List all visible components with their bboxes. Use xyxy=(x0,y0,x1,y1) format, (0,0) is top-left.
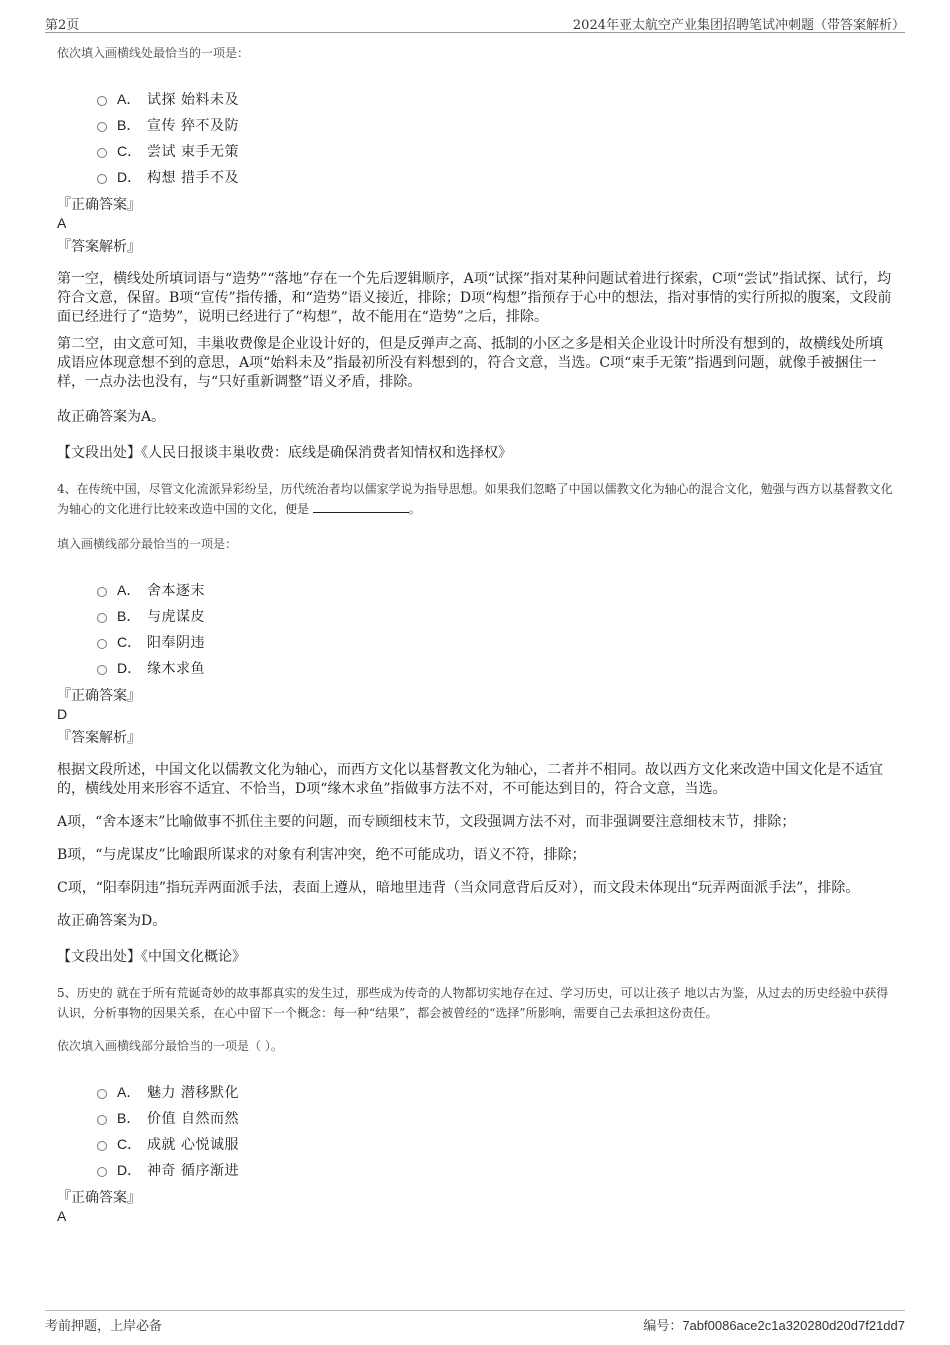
q5-option-d[interactable] xyxy=(97,1157,893,1183)
option-text: 试探 始料未及 xyxy=(147,92,239,108)
option-letter: D． xyxy=(117,1162,142,1178)
radio-button[interactable] xyxy=(97,1141,107,1151)
q5-prompt: 依次填入画横线部分最恰当的一项是（ ）。 xyxy=(57,1039,283,1053)
q4-option-d[interactable] xyxy=(97,655,893,681)
q3-option-a[interactable] xyxy=(97,86,893,112)
q4-answer: D xyxy=(57,706,68,722)
q5-option-a[interactable] xyxy=(97,1079,893,1105)
q4-analysis-label: 『答案解析』 xyxy=(57,730,141,746)
option-text: 价值 自然而然 xyxy=(147,1111,239,1127)
code-label: 编号： xyxy=(643,1319,683,1334)
q3-analysis-paragraph: 第一空，横线处所填词语与“造势”“落地”存在一个先后逻辑顺序，A项“试探”指对某种问题试着进行探索，C项“尝试”指试探、试行，均符合文意，保留。B项“宣传”指传播，和“造势”语义接近，排除；D项“构想”指预存于心中的想法，指对事情的实行所拟的腹案，文段前面已经进行了“造势”，说明已经进行了“构想”，故不能用在“造势”之后，排除。 xyxy=(57,271,892,325)
q5-question: 5、历史的 就在于所有荒诞奇妙的故事都真实的发生过，那些成为传奇的人物都切实地存在过、学习历史，可以让孩子 地以古为鉴，从过去的历史经验中获得认识，分析事物的因果关系，在心中留下一个概念：每一种“结果”，都会被曾经的“选择”所影响，需要自己去承担这份责任。 xyxy=(57,986,889,1020)
option-text: 神奇 循序渐进 xyxy=(147,1163,239,1179)
radio-button[interactable] xyxy=(97,587,107,597)
q3-analysis-label: 『答案解析』 xyxy=(57,239,141,255)
option-text: 与虎谋皮 xyxy=(147,609,205,625)
option-letter: C． xyxy=(117,1136,142,1152)
q4-prompt: 填入画横线部分最恰当的一项是： xyxy=(57,537,238,551)
q5-answer-label: 『正确答案』 xyxy=(57,1190,141,1206)
q5-option-c[interactable] xyxy=(97,1131,893,1157)
option-text: 阳奉阴违 xyxy=(147,635,205,651)
document-title: 2024年亚太航空产业集团招聘笔试冲刺题（带答案解析） xyxy=(572,18,905,33)
radio-button[interactable] xyxy=(97,96,107,106)
q4-option-c[interactable] xyxy=(97,629,893,655)
q4-analysis-paragraph: B项，“与虎谋皮”比喻跟所谋求的对象有利害冲突，绝不可能成功，语义不符，排除； xyxy=(57,847,586,863)
option-letter: D． xyxy=(117,169,142,185)
option-text: 尝试 束手无策 xyxy=(147,144,239,160)
radio-button[interactable] xyxy=(97,174,107,184)
q3-prompt: 依次填入画横线处最恰当的一项是： xyxy=(57,46,250,60)
option-text: 魅力 潜移默化 xyxy=(147,1085,239,1101)
answer-blank xyxy=(313,501,409,513)
option-letter: B． xyxy=(117,117,141,133)
radio-button[interactable] xyxy=(97,1167,107,1177)
q3-answer-label: 『正确答案』 xyxy=(57,197,141,213)
option-text: 构想 措手不及 xyxy=(147,170,239,186)
q3-conclusion: 故正确答案为A。 xyxy=(57,409,166,425)
footer-slogan: 考前押题，上岸必备 xyxy=(45,1319,163,1334)
option-text: 缘木求鱼 xyxy=(147,661,205,677)
radio-button[interactable] xyxy=(97,1115,107,1125)
radio-button[interactable] xyxy=(97,148,107,158)
option-letter: A． xyxy=(117,1084,141,1100)
page-number: 第2页 xyxy=(45,18,80,33)
q4-question-end: 。 xyxy=(408,502,421,516)
q5-options xyxy=(97,1079,893,1183)
radio-button[interactable] xyxy=(97,122,107,132)
q4-question-text: 4、在传统中国，尽管文化流派异彩纷呈，历代统治者均以儒家学说为指导思想。如果我们忽略了中国以儒教文化为轴心的混合文化，勉强与西方以基督教文化为轴心的文化进行比较来改造中国的文化，便是 xyxy=(57,482,893,516)
q4-option-b[interactable] xyxy=(97,603,893,629)
q3-answer: A xyxy=(57,215,67,231)
option-letter: A． xyxy=(117,91,141,107)
q3-source: 【文段出处】《人民日报谈丰巢收费：底线是确保消费者知情权和选择权》 xyxy=(57,445,512,461)
option-letter: C． xyxy=(117,143,142,159)
page-footer xyxy=(45,1310,905,1337)
option-text: 舍本逐末 xyxy=(147,583,205,599)
code-value: 7abf0086ace2c1a320280d20d7f21dd7 xyxy=(682,1318,905,1333)
q3-option-c[interactable] xyxy=(97,138,893,164)
option-text: 成就 心悦诚服 xyxy=(147,1137,239,1153)
document-code xyxy=(643,1315,905,1334)
q4-conclusion: 故正确答案为D。 xyxy=(57,913,167,929)
option-letter: B． xyxy=(117,608,141,624)
option-letter: A． xyxy=(117,582,141,598)
page-header xyxy=(45,12,905,33)
q4-source: 【文段出处】《中国文化概论》 xyxy=(57,949,246,965)
radio-button[interactable] xyxy=(97,665,107,675)
radio-button[interactable] xyxy=(97,613,107,623)
q3-option-b[interactable] xyxy=(97,112,893,138)
option-letter: C． xyxy=(117,634,142,650)
q4-analysis-paragraph: 根据文段所述，中国文化以儒教文化为轴心，而西方文化以基督教文化为轴心，二者并不相同。故以西方文化来改造中国文化是不适宜的，横线处用来形容不适宜、不恰当，D项“缘木求鱼”指做事方法不对，不可能达到目的，符合文意，当选。 xyxy=(57,762,883,797)
radio-button[interactable] xyxy=(97,1089,107,1099)
q4-answer-label: 『正确答案』 xyxy=(57,688,141,704)
q5-option-b[interactable] xyxy=(97,1105,893,1131)
q4-options xyxy=(97,577,893,681)
option-letter: B． xyxy=(117,1110,141,1126)
option-letter: D． xyxy=(117,660,142,676)
main-content xyxy=(57,44,893,1225)
q5-answer: A xyxy=(57,1208,67,1224)
q4-analysis-paragraph: A项，“舍本逐末”比喻做事不抓住主要的问题，而专顾细枝末节，文段强调方法不对，而非强调要注意细枝末节，排除； xyxy=(57,814,796,830)
q3-option-d[interactable] xyxy=(97,164,893,190)
q3-analysis-paragraph: 第二空，由文意可知，丰巢收费像是企业设计好的，但是反弹声之高、抵制的小区之多是相关企业设计时所没有想到的，故横线处所填成语应体现意想不到的意思，A项“始料未及”指最初所没有料想到的，符合文意，当选。C项“束手无策”指遇到问题，就像手被捆住一样，一点办法也没有，与“只好重新调整”语义矛盾，排除。 xyxy=(57,336,883,390)
q4-question xyxy=(57,479,893,519)
q4-analysis-paragraph: C项，“阳奉阴违”指玩弄两面派手法，表面上遵从，暗地里违背（当众同意背后反对），而文段未体现出“玩弄两面派手法”，排除。 xyxy=(57,880,860,896)
q4-option-a[interactable] xyxy=(97,577,893,603)
radio-button[interactable] xyxy=(97,639,107,649)
q3-options xyxy=(97,86,893,190)
option-text: 宣传 猝不及防 xyxy=(147,118,239,134)
